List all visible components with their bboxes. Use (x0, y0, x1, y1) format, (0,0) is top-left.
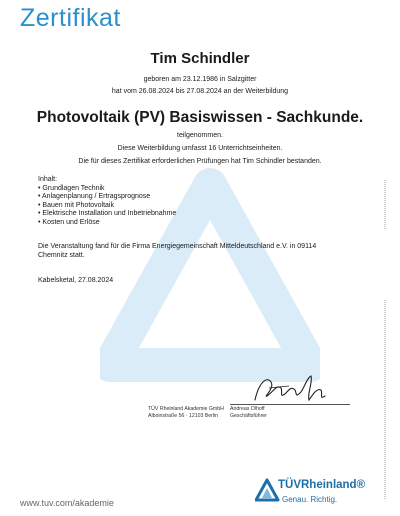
place-date: Kabelsketal, 27.08.2024 (38, 277, 114, 284)
issuer-line-1: TÜV Rheinland Akademie GmbH (148, 406, 224, 412)
contents-item: • Elektrische Installation und Inbetriebnahme (38, 210, 177, 218)
contents-item: • Grundlagen Technik (38, 184, 105, 192)
contents-section (38, 176, 176, 228)
contents-item: • Anlagenplanung / Ertragsprognose (38, 193, 151, 201)
hours-line: Diese Weiterbildung umfasst 16 Unterrichtseinheiten. (117, 145, 283, 152)
contents-item: • Kosten und Erlöse (38, 218, 100, 226)
brand-name: TÜVRheinland® (278, 479, 366, 491)
recipient-name: Tim Schindler (150, 50, 250, 67)
venue-line-1: Die Veranstaltung fand für die Firma Energiegemeinschaft Mitteldeutschland e.V. in 09114 (38, 243, 317, 250)
contents-list (38, 185, 176, 228)
side-code (382, 180, 388, 230)
contents-label: Inhalt: (38, 176, 58, 183)
side-microtext (382, 300, 388, 500)
certificate-heading: Zertifikat (20, 4, 121, 32)
contents-item: • Bauen mit Photovoltaik (38, 201, 114, 209)
signature-line (230, 404, 350, 405)
participated-line: teilgenommen. (177, 132, 223, 139)
passed-line: Die für dieses Zertifikat erforderlichen Prüfungen hat Tim Schindler bestanden. (78, 158, 322, 165)
brand-tagline: Genau. Richtig. (282, 495, 338, 504)
footer-url: www.tuv.com/akademie (20, 498, 114, 508)
period-line: hat vom 26.08.2024 bis 27.08.2024 an der Weiterbildung (111, 88, 289, 95)
course-title: Photovoltaik (PV) Basiswissen - Sachkunde. (36, 109, 364, 126)
signatory-name: Andreas Olhoff (230, 406, 265, 412)
issuer-block (148, 406, 224, 420)
signatory-block (230, 406, 267, 420)
signatory-role: Geschäftsführer (230, 413, 267, 419)
signature-image (245, 372, 335, 406)
venue-section (38, 243, 316, 260)
birth-line: geboren am 23.12.1986 in Salzgitter (143, 76, 257, 83)
venue-line-2: Chemnitz statt. (38, 251, 85, 259)
issuer-line-2: Alboinstraße 56 · 12103 Berlin (148, 413, 219, 419)
